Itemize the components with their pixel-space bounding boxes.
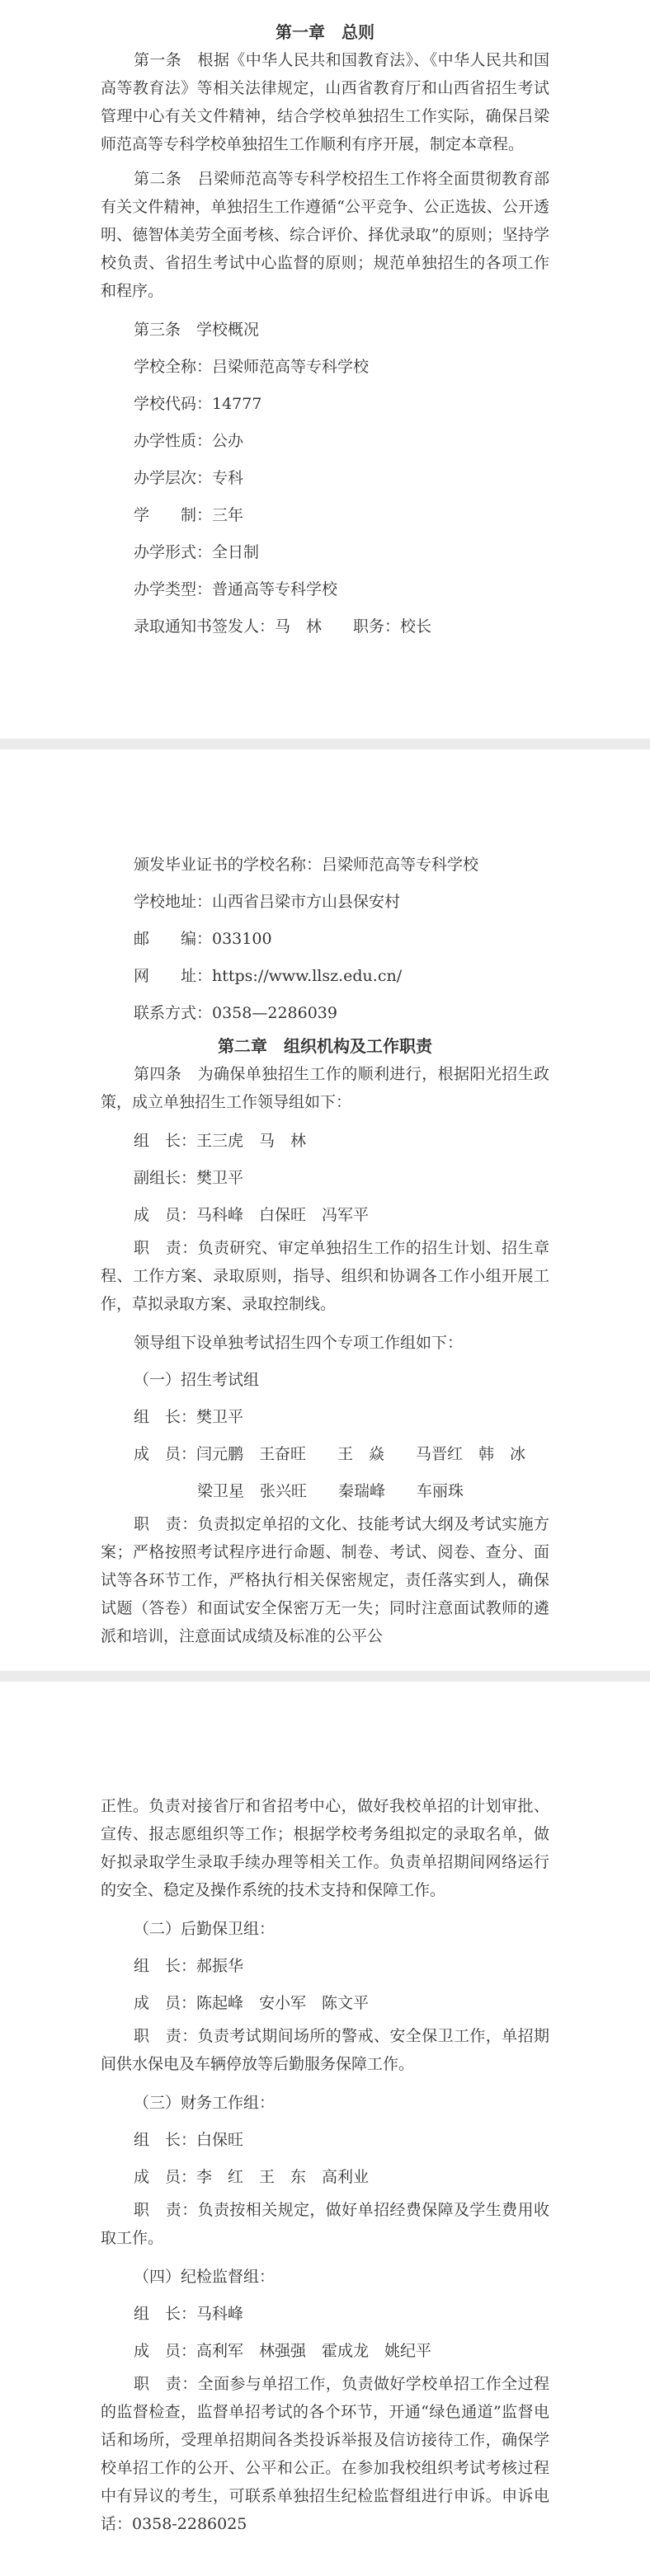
group-3-members: 成 员：李 红 王 东 高利业 <box>134 2168 370 2186</box>
group-1-duty: 职 责：负责拟定单招的文化、技能考试大纲及考试实施方案；严格按照考试程序进行命题、制卷、考试、阅卷、查分、面试等各环节工作，严格执行相关保密规定，责任落实到人，确保试题（答卷）和面试安全保密万无一失；同时注意面试教师的遴派和培训，注意面试成绩及标准的公平公 <box>101 1515 549 1645</box>
document-page-1 <box>0 0 650 739</box>
group-4-duty: 职 责：全面参与单招工作，负责做好学校单招工作全过程的监督检查，监督单招考试的各个环节，开通“绿色通道”监督电话和场所，受理单招期间各类投诉举报及信访接待工作，确保学校单招工作的公开、公平和公正。在参加我校组织考试考核过程中有异议的考生，可联系单独招生纪检监督组进行申诉。申诉电话：0358-2286025 <box>101 2375 549 2533</box>
school-type: 办学类型：普通高等专科学校 <box>134 580 338 598</box>
page-separator <box>0 739 650 749</box>
group-1-leader: 组 长：樊卫平 <box>134 1408 244 1426</box>
article-3: 第三条 学校概况 <box>134 321 260 339</box>
group-4-members: 成 员：高利军 林强强 霍成龙 姚纪平 <box>134 2342 432 2360</box>
school-website: 网 址：https://www.llsz.edu.cn/ <box>134 967 403 985</box>
leader-line: 组 长：王三虎 马 林 <box>134 1132 307 1150</box>
article-2: 第二条 吕梁师范高等专科学校招生工作将全面贯彻教育部有关文件精神，单独招生工作遵循“公平竞争、公正选拔、公开透明、德智体美劳全面考核、综合评价、择优录取”的原则；坚持学校负责、省招生考试中心监督的原则；规范单独招生的各项工作和程序。 <box>101 170 549 300</box>
group-4-title: （四）纪检监督组： <box>134 2268 276 2286</box>
school-full-name: 学校全称：吕梁师范高等专科学校 <box>134 358 370 376</box>
group-1-members-continued: 梁卫星 张兴旺 秦瑞峰 车丽珠 <box>197 1482 464 1500</box>
page-separator <box>0 1671 650 1682</box>
certificate-school-name: 颁发毕业证书的学校名称：吕梁师范高等专科学校 <box>134 856 479 874</box>
school-address: 学校地址：山西省吕梁市方山县保安村 <box>134 893 401 911</box>
school-code: 学校代码：14777 <box>134 395 262 413</box>
vice-leader-line: 副组长：樊卫平 <box>134 1169 244 1187</box>
chapter-1-title: 第一章 总则 <box>276 22 374 42</box>
group-2-leader: 组 长：郝振华 <box>134 1957 244 1975</box>
members-line: 成 员：马科峰 白保旺 冯军平 <box>134 1206 370 1224</box>
school-length: 学 制：三年 <box>134 506 244 524</box>
leader-group-duty: 职 责：负责研究、审定单独招生工作的招生计划、招生章程、工作方案、录取原则，指导、组织和协调各工作小组开展工作，草拟录取方案、录取控制线。 <box>101 1239 549 1313</box>
article-1: 第一条 根据《中华人民共和国教育法》、《中华人民共和国高等教育法》等相关法律规定，山西省教育厅和山西省招生考试管理中心有关文件精神，结合学校单独招生工作实际，确保吕梁师范高等专科学校单独招生工作顺利有序开展，制定本章程。 <box>101 51 549 153</box>
article-4: 第四条 为确保单独招生工作的顺利进行，根据阳光招生政策，成立单独招生工作领导组如下： <box>101 1065 549 1111</box>
school-level: 办学层次：专科 <box>134 469 244 487</box>
school-postcode: 邮 编：033100 <box>134 930 272 948</box>
group-3-leader: 组 长：白保旺 <box>134 2131 244 2149</box>
group-1-title: （一）招生考试组 <box>134 1371 260 1389</box>
school-phone: 联系方式：0358—2286039 <box>134 1004 337 1022</box>
group-2-duty: 职 责：负责考试期间场所的警戒、安全保卫工作，单招期间供水保电及车辆停放等后勤服务保障工作。 <box>101 2027 549 2073</box>
group-2-title: （二）后勤保卫组： <box>134 1920 276 1938</box>
group-1-members: 成 员：闫元鹏 王奋旺 王 焱 马晋红 韩 冰 <box>134 1445 526 1463</box>
group-2-members: 成 员：陈起峰 安小军 陈文平 <box>134 1994 370 2012</box>
school-nature: 办学性质：公办 <box>134 432 244 450</box>
chapter-2-title: 第二章 组织机构及工作职责 <box>218 1036 432 1056</box>
notice-signer: 录取通知书签发人：马 林 职务：校长 <box>134 617 432 636</box>
document-page-3 <box>0 1682 650 2576</box>
groups-intro: 领导组下设单独考试招生四个专项工作组如下： <box>134 1334 464 1352</box>
school-form: 办学形式：全日制 <box>134 543 260 561</box>
group-3-title: （三）财务工作组： <box>134 2094 276 2112</box>
group-4-leader: 组 长：马科峰 <box>134 2305 244 2323</box>
group-3-duty: 职 责：负责按相关规定，做好单招经费保障及学生费用收取工作。 <box>101 2201 549 2247</box>
document-page-2 <box>0 749 650 1671</box>
group-1-duty-continued: 正性。负责对接省厅和省招考中心，做好我校单招的计划审批、宣传、报志愿组织等工作；根据学校考务组拟定的录取名单，做好拟录取学生录取手续办理等相关工作。负责单招期间网络运行的安全、稳定及操作系统的技术支持和保障工作。 <box>101 1797 549 1899</box>
